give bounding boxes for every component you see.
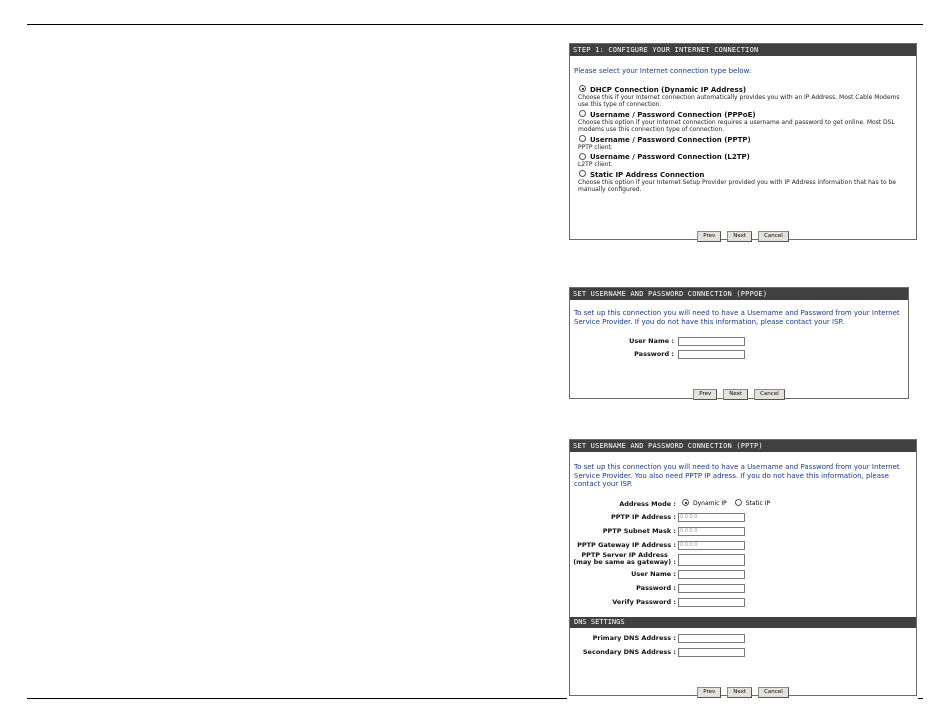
secondary-dns-input[interactable] [678, 648, 745, 657]
cancel-button[interactable]: Cancel [758, 687, 789, 698]
connection-option-desc: L2TP client. [578, 161, 613, 168]
dns-settings-title: DNS SETTINGS [570, 617, 916, 628]
connection-option-label: Static IP Address Connection [590, 170, 705, 179]
step1-intro: Please select your Internet connection type below: [574, 67, 752, 75]
connection-option-row[interactable] [579, 136, 916, 144]
address-mode-group [682, 500, 770, 508]
pppoe-buttons [570, 380, 908, 400]
connection-type-radio[interactable] [579, 85, 586, 92]
bottom-rule-right [918, 698, 923, 699]
pptp-verify-label: Verify Password : [612, 598, 676, 606]
connection-option-desc: Choose this if your Internet connection automatically provides you with an IP Address. Most Cable Modems use this type of connection. [578, 93, 900, 108]
dynamic-ip-label: Dynamic IP [693, 500, 727, 507]
pptp-verify-input[interactable] [678, 598, 745, 607]
pptp-password-label: Password : [636, 584, 676, 592]
connection-option-label: Username / Password Connection (PPPoE) [590, 110, 756, 119]
connection-option [570, 111, 916, 134]
pptp-username-label: User Name : [631, 570, 676, 578]
connection-option-desc: Choose this option if your Internet connection requires a username and password to get online. Most DSL modems use this connection type of connection. [578, 118, 895, 133]
top-rule [27, 24, 923, 25]
pppoe-password-label: Password : [634, 350, 674, 358]
bottom-rule [27, 698, 567, 699]
cancel-button[interactable]: Cancel [758, 231, 789, 242]
connection-type-radio[interactable] [579, 135, 586, 142]
step1-title: STEP 1: CONFIGURE YOUR INTERNET CONNECTION [570, 44, 916, 56]
pptp-gateway-input[interactable]: 0.0.0.0 [678, 541, 745, 550]
pppoe-username-label: User Name : [629, 337, 674, 345]
static-ip-label: Static IP [745, 500, 771, 507]
static-ip-radio[interactable] [735, 499, 742, 506]
connection-options [570, 86, 916, 194]
connection-type-radio[interactable] [579, 153, 586, 160]
pppoe-username-input[interactable] [678, 337, 745, 346]
pptp-ip-label: PPTP IP Address : [611, 513, 676, 521]
step1-panel [569, 43, 917, 240]
pppoe-password-input[interactable] [678, 350, 745, 359]
pppoe-title: SET USERNAME AND PASSWORD CONNECTION (PPPOE) [570, 288, 908, 300]
next-button[interactable]: Next [727, 231, 752, 242]
next-button[interactable]: Next [727, 687, 752, 698]
pptp-server-input[interactable] [678, 554, 745, 566]
pptp-mask-label: PPTP Subnet Mask : [602, 527, 676, 535]
connection-option [570, 153, 916, 169]
pptp-panel [569, 439, 917, 696]
address-mode-label: Address Mode : [619, 500, 676, 508]
connection-type-radio[interactable] [579, 110, 586, 117]
pptp-password-input[interactable] [678, 584, 745, 593]
cancel-button[interactable]: Cancel [754, 389, 785, 400]
pptp-server-label-line2: (may be same as gateway) : [573, 558, 676, 566]
prev-button[interactable]: Prev [697, 231, 721, 242]
pptp-mask-input[interactable]: 0.0.0.0 [678, 527, 745, 536]
primary-dns-input[interactable] [678, 634, 745, 643]
prev-button[interactable]: Prev [697, 687, 721, 698]
pptp-server-label [573, 552, 676, 566]
connection-option-row[interactable] [579, 171, 916, 179]
primary-dns-label: Primary DNS Address : [592, 634, 676, 642]
connection-option-desc: PPTP client. [578, 143, 613, 151]
prev-button[interactable]: Prev [693, 389, 717, 400]
step1-buttons [570, 222, 916, 242]
connection-option-label: DHCP Connection (Dynamic IP Address) [590, 85, 747, 94]
pptp-title: SET USERNAME AND PASSWORD CONNECTION (PPTP) [570, 440, 916, 452]
pptp-ip-input[interactable]: 0.0.0.0 [678, 513, 745, 522]
next-button[interactable]: Next [723, 389, 748, 400]
connection-option [570, 136, 916, 152]
connection-option-label: Username / Password Connection (L2TP) [590, 153, 750, 161]
dynamic-ip-radio[interactable] [682, 499, 689, 506]
pppoe-intro: To set up this connection you will need to have a Username and Password from your Internet Service Provider. If you do not have this information, please contact your ISP. [574, 309, 900, 326]
connection-option-row[interactable] [579, 153, 916, 161]
pptp-server-label-line1: PPTP Server IP Address [581, 551, 668, 559]
pptp-username-input[interactable] [678, 570, 745, 579]
connection-option-label: Username / Password Connection (PPTP) [590, 135, 751, 144]
pptp-gateway-label: PPTP Gateway IP Address : [577, 541, 676, 549]
pppoe-panel [569, 287, 909, 399]
secondary-dns-label: Secondary DNS Address : [582, 648, 676, 656]
pptp-buttons [570, 678, 916, 698]
connection-option-desc: Choose this option if your Internet Setup Provider provided you with IP Address information that has to be manually configured. [578, 178, 897, 193]
pptp-intro: To set up this connection you will need to have a Username and Password from your Internet Service Provider. You also need PPTP IP adress. If you do not have this information, please contact your ISP. [574, 463, 900, 488]
connection-option [570, 171, 916, 194]
connection-option-row[interactable] [579, 111, 916, 119]
connection-option-row[interactable] [579, 86, 916, 94]
connection-type-radio[interactable] [579, 170, 586, 177]
connection-option [570, 86, 916, 109]
